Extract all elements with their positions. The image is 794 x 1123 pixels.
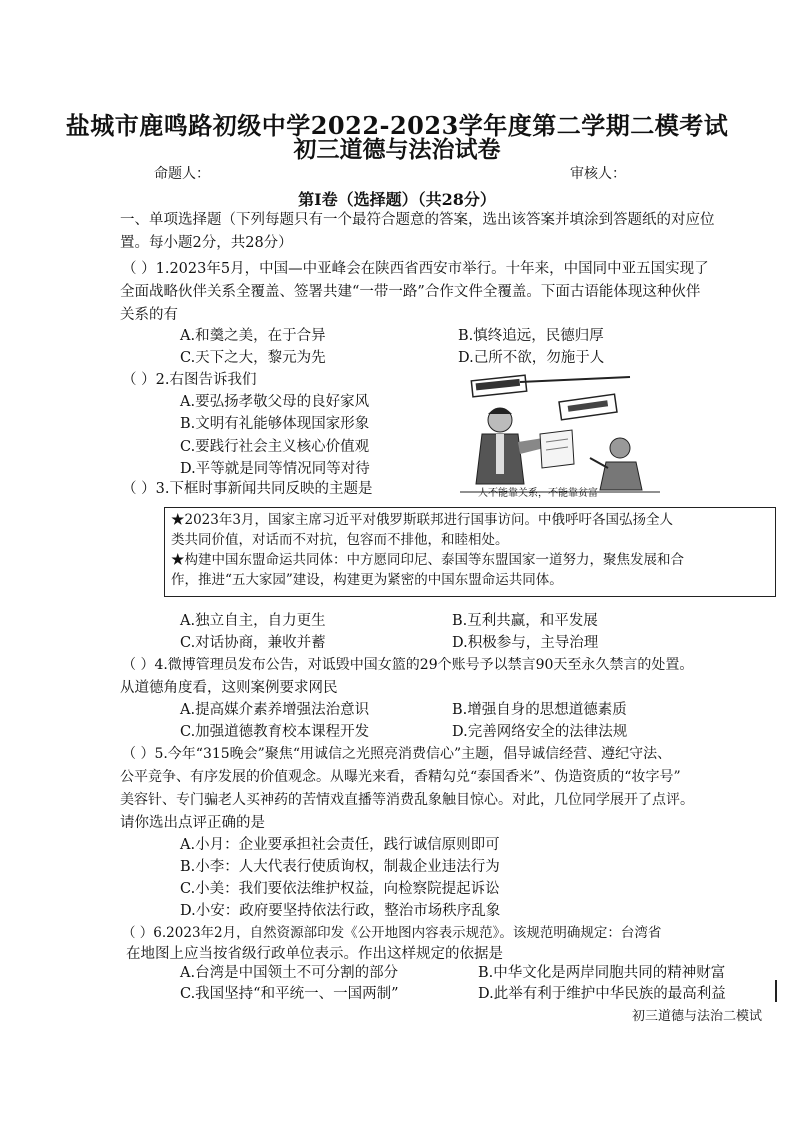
q4-option-a[interactable]: A.提高媒介素养增强法治意识	[180, 702, 370, 718]
q3-option-c[interactable]: C.对话协商，兼收并蓄	[180, 635, 326, 651]
reviewer-label: 审核人：	[570, 166, 626, 182]
q5-option-a[interactable]: A.小月：企业要承担社会责任，践行诚信原则即可	[180, 837, 500, 853]
q2-option-b[interactable]: B.文明有礼能够体现国家形象	[180, 416, 370, 432]
q3-news-item-2: ★构建中国东盟命运共同体：中方愿同印尼、泰国等东盟国家一道努力，聚焦发展和合	[171, 552, 684, 568]
q5-option-c[interactable]: C.小美：我们要依法维护权益，向检察院提起诉讼	[180, 881, 500, 897]
q5-stem-cont2: 美容针、专门骗老人买神药的苦情戏直播等消费乱象触目惊心。对此，几位同学展开了点评。	[120, 792, 694, 808]
q4-option-d[interactable]: D.完善网络安全的法律法规	[452, 724, 628, 740]
q5-stem-cont: 公平竞争、有序发展的价值观念。从曝光来看，香精勾兑“泰国香米”、伪造资质的“妆字号”	[120, 769, 681, 785]
q6-stem-cont: 在地图上应当按省级行政单位表示。作出这样规定的依据是	[126, 946, 503, 962]
q2-option-c[interactable]: C.要践行社会主义核心价值观	[180, 439, 370, 455]
q3-option-a[interactable]: A.独立自主，自力更生	[180, 613, 326, 629]
q5-stem: （ ）5.今年“315晚会”聚焦“用诚信之光照亮消费信心”主题，倡导诚信经营、遵纪守法、	[122, 746, 672, 762]
exam-title: 盐城市鹿鸣路初级中学2022-2023学年度第二学期二模考试	[65, 111, 729, 140]
q1-option-b[interactable]: B.慎终追远，民德归厚	[458, 328, 604, 344]
q1-stem: （ ）1.2023年5月，中国—中亚峰会在陕西省西安市举行。十年来，中国同中亚五国实现了	[122, 261, 709, 277]
q4-option-c[interactable]: C.加强道德教育校本课程开发	[180, 724, 370, 740]
section-instruction-cont: 置。每小题2分，共28分）	[120, 235, 293, 251]
q3-news-item-1: ★2023年3月，国家主席习近平对俄罗斯联邦进行国事访问。中俄呼吁各国弘扬全人	[171, 512, 673, 528]
q5-option-b[interactable]: B.小李：人大代表行使质询权，制裁企业违法行为	[180, 859, 500, 875]
q1-option-a[interactable]: A.和羹之美，在于合异	[180, 328, 326, 344]
q6-option-b[interactable]: B.中华文化是两岸同胞共同的精神财富	[478, 965, 726, 981]
part-title: 第Ⅰ卷（选择题）（共28分）	[298, 190, 496, 209]
q6-option-c[interactable]: C.我国坚持“和平统一、一国两制”	[180, 986, 399, 1002]
q2-cartoon-caption: 人不能靠关系，不能靠贫富	[478, 488, 598, 499]
q1-option-c[interactable]: C.天下之大，黎元为先	[180, 350, 326, 366]
q3-option-b[interactable]: B.互利共赢，和平发展	[452, 613, 598, 629]
q4-stem: （ ）4.微博管理员发布公告，对诋毁中国女篮的29个账号予以禁言90天至永久禁言的处置。	[122, 657, 694, 673]
q1-stem-cont2: 关系的有	[120, 307, 178, 323]
page-edge-divider	[775, 980, 777, 1002]
q4-option-b[interactable]: B.增强自身的思想道德素质	[452, 702, 627, 718]
q6-option-d[interactable]: D.此举有利于维护中华民族的最高利益	[478, 986, 726, 1002]
q2-option-a[interactable]: A.要弘扬孝敬父母的良好家风	[180, 394, 370, 410]
q3-stem: （ ）3.下框时事新闻共同反映的主题是	[122, 481, 373, 497]
q2-cartoon-image	[460, 372, 660, 500]
q6-stem: （ ）6.2023年2月，自然资源部印发《公开地图内容表示规范》。该规范明确规定：台湾省	[122, 925, 662, 941]
q1-option-d[interactable]: D.己所不欲，勿施于人	[458, 350, 605, 366]
q3-news-box	[164, 507, 776, 597]
q2-stem: （ ）2.右图告诉我们	[122, 372, 257, 388]
exam-subtitle: 初三道德与法治试卷	[293, 136, 501, 163]
page-footer: 初三道德与法治二模试	[632, 1009, 763, 1024]
q5-option-d[interactable]: D.小安：政府要坚持依法行政，整治市场秩序乱象	[180, 903, 501, 919]
q3-option-d[interactable]: D.积极参与，主导治理	[452, 635, 599, 651]
setter-label: 命题人：	[154, 166, 210, 182]
q1-stem-cont: 全面战略伙伴关系全覆盖、签署共建“一带一路”合作文件全覆盖。下面古语能体现这种伙伴	[120, 284, 701, 300]
section-instruction: 一、单项选择题（下列每题只有一个最符合题意的答案，选出该答案并填涂到答题纸的对应位	[120, 212, 715, 228]
q2-option-d[interactable]: D.平等就是同等情况同等对待	[180, 461, 370, 477]
q4-stem-cont: 从道德角度看，这则案例要求网民	[120, 680, 338, 696]
q5-stem-cont3: 请你选出点评正确的是	[120, 815, 265, 831]
q6-option-a[interactable]: A.台湾是中国领土不可分割的部分	[180, 965, 399, 981]
q3-news-item-2-cont: 作，推进“五大家园”建设，构建更为紧密的中国东盟命运共同体。	[171, 572, 563, 588]
q3-news-item-1-cont: 类共同价值，对话而不对抗，包容而不排他，和睦相处。	[171, 532, 509, 548]
